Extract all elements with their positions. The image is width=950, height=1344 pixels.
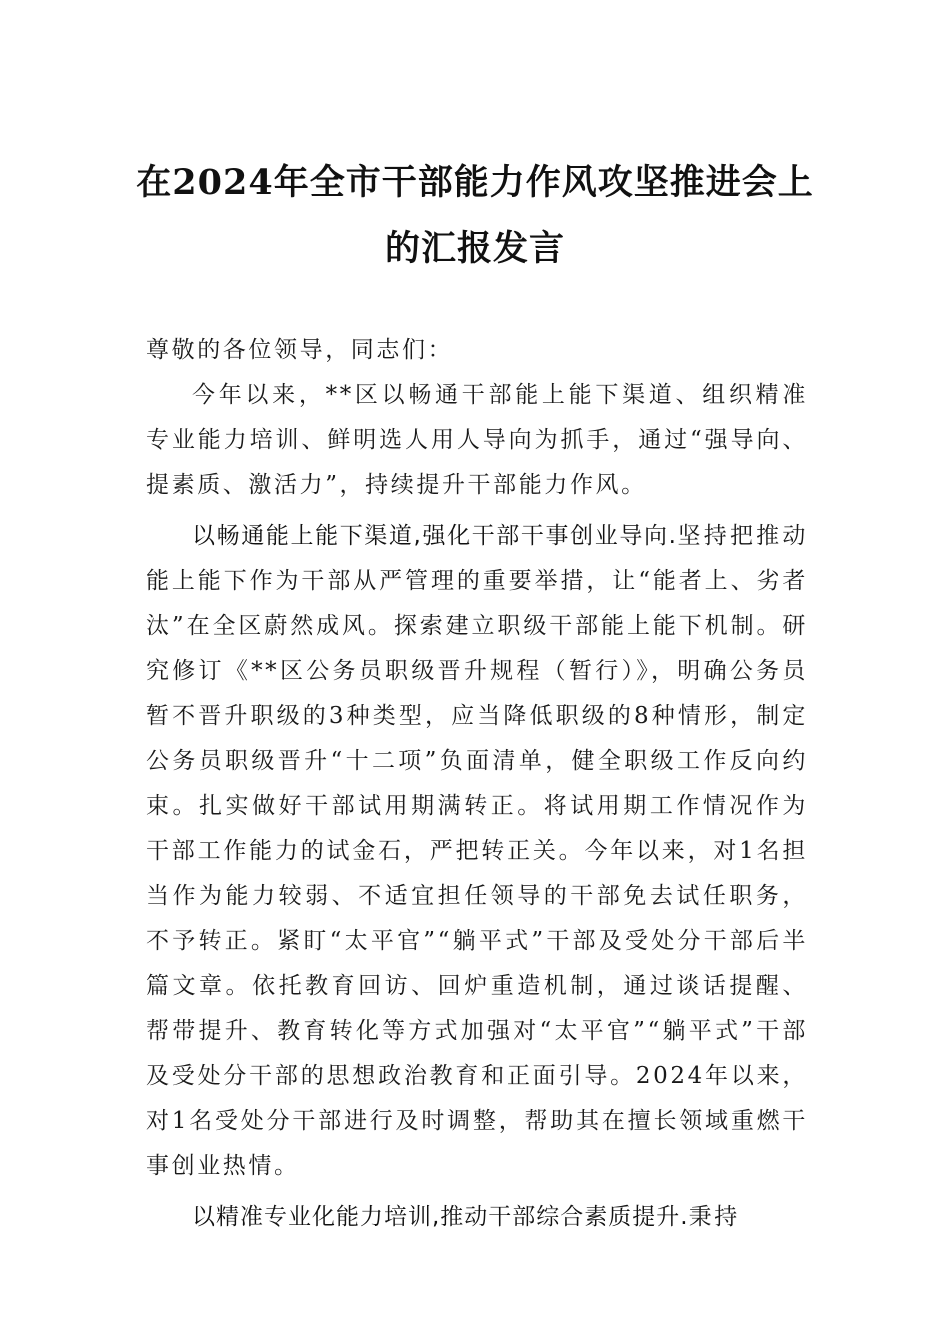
section-2-heading: 以精准专业化能力培训,推动干部综合素质提升. [192, 1204, 689, 1230]
section-1-heading: 以畅通能上能下渠道,强化干部干事创业导向. [192, 523, 677, 549]
salutation: 尊敬的各位领导，同志们： [146, 337, 454, 363]
section-1-paragraph [146, 514, 808, 1189]
title-line-1: 在2024年全市干部能力作风攻坚推进会上 [136, 162, 814, 203]
title-line-2: 的汇报发言 [384, 228, 565, 269]
section-2-body: 秉持 [688, 1204, 740, 1230]
section-1-body: 坚持把推动能上能下作为干部从严管理的重要举措，让“能者上、劣者汰”在全区蔚然成风。探索建立职级干部能上能下机制。研究修订《**区公务员职级晋升规程（暂行）》，明确公务员暂不晋升职级的3种类型，应当降低职级的8种情形，制定公务员职级晋升“十二项”负面清单，健全职级工作反向约束。扎实做好干部试用期满转正。将试用期工作情况作为干部工作能力的试金石，严把转正关。今年以来，对1名担当作为能力较弱、不适宜担任领导的干部免去试任职务，不予转正。紧盯“太平官”“躺平式”干部及受处分干部后半篇文章。依托教育回访、回炉重造机制，通过谈话提醒、帮带提升、教育转化等方式加强对“太平官”“躺平式”干部及受处分干部的思想政治教育和正面引导。2024年以来，对1名受处分干部进行及时调整，帮助其在擅长领域重燃干事创业热情。 [146, 523, 808, 1179]
section-2-paragraph [146, 1195, 808, 1240]
intro-paragraph: 今年以来，**区以畅通干部能上能下渠道、组织精准专业能力培训、鲜明选人用人导向为抓手，通过“强导向、提素质、激活力”，持续提升干部能力作风。 [146, 382, 808, 498]
document-title [120, 150, 830, 282]
document-body [146, 328, 808, 1240]
